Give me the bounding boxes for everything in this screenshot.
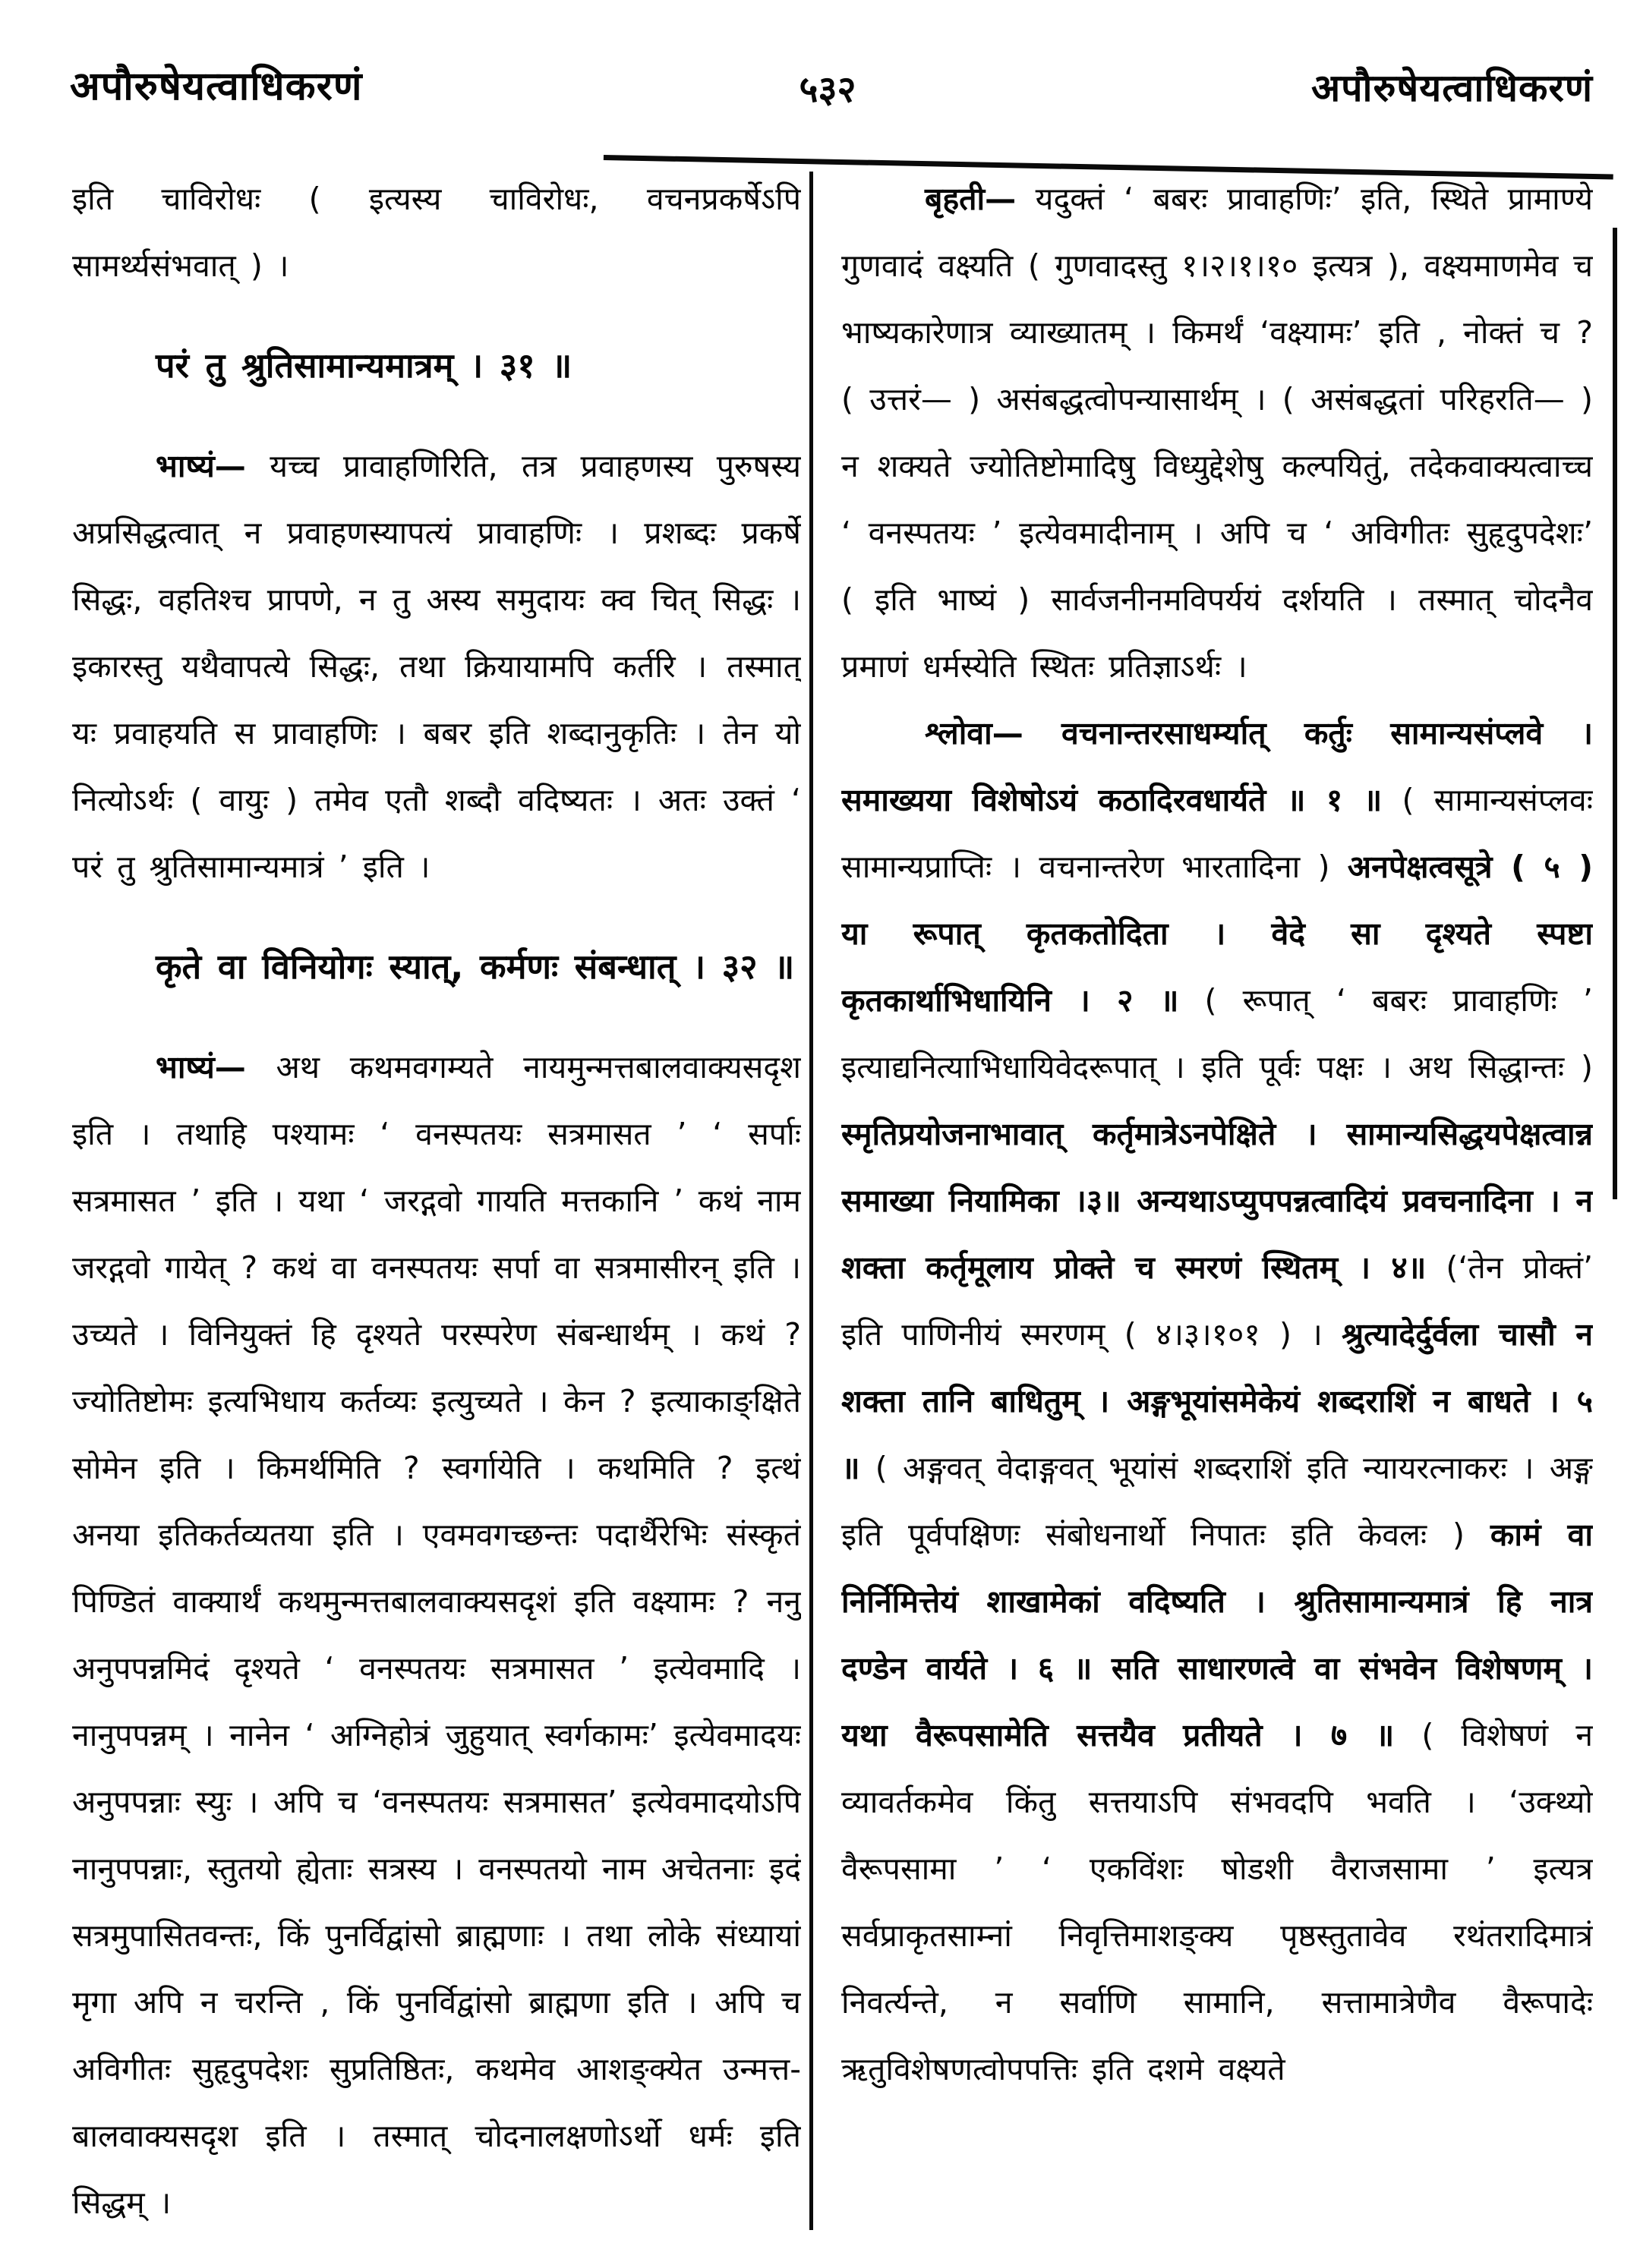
shloka-gloss-1: ( सामान्यसंप्लवः सामान्यप्राप्तिः । वचनान्तरेण भारतादिना ) [841,782,1593,885]
bhashya-31 [72,433,801,900]
right-column [841,165,1593,2230]
intro-paragraph: इति चाविरोधः ( इत्यस्य चाविरोधः, वचनप्रकर्षेऽपि सामर्थ्यसंभवात् ) । [72,181,801,284]
bhashya-label: भाष्यं— [156,448,246,484]
left-column [72,165,801,2230]
shloka-verse-2: अनपेक्षत्वसूत्रे ( ५ ) या रूपात् कृतकतोदिता । वेदे सा दृश्यते स्पष्टा कृतकार्थाभिधायिनि । २ ॥ [841,849,1593,1019]
bhashya-31-text: यच्च प्रावाहणिरिति, तत्र प्रवाहणस्य पुरुषस्य अप्रसिद्धत्वात् न प्रवाहणस्यापत्यं प्रावाहणिः । प्रशब्दः प्रकर्षे सिद्धः, वहतिश्च प्रापणे, न तु अस्य समुदायः क्व चित् सिद्धः । इकारस्तु यथैवापत्ये सिद्धः, तथा क्रियायामपि कर्तरि । तस्मात् यः प्रवाहयति स प्रावाहणिः । बबर इति शब्दानुकृतिः । तेन यो नित्योऽर्थः ( वायुः ) तमेव एतौ शब्दौ वदिष्यतः । अतः उक्तं ‘ परं तु श्रुतिसामान्यमात्रं ’ इति । [72,448,801,885]
shloka-verse-6-7: कामं वा निर्निमित्तेयं शाखामेकां वदिष्यति । श्रुतिसामान्यमात्रं हि नात्र दण्डेन वार्यते । ६ ॥ सति साधारणत्वे वा संभवेन विशेषणम् । यथा वैरूपसामेति सत्तयैव प्रतीयते । ७ ॥ [841,1517,1593,1753]
bhashya-32 [72,1034,801,2230]
brihati-label: बृहती— [925,181,1017,217]
running-header-left: अपौरुषेयत्वाधिकरणं [70,64,363,109]
shloka-verse-1: श्लोवा— वचनान्तरसाधर्म्यात् कर्तुः सामान्यसंप्लवे । समाख्यया विशेषोऽयं कठादिरवधार्यते ॥ १ ॥ [841,715,1593,818]
shlokavartika-commentary [841,700,1593,2103]
running-header-right: अपौरुषेयत्वाधिकरणं [1310,66,1593,110]
bhashya-label: भाष्यं— [156,1049,246,1085]
brihati-text: यदुक्तं ‘ बबरः प्रावाहणिः’ इति, स्थिते प्रामाण्ये गुणवादं वक्ष्यति ( गुणवादस्तु १।२।१।१० इत्यत्र ), वक्ष्यमाणमेव च भाष्यकारेणात्र व्याख्यातम् । किमर्थं ‘वक्ष्यामः’ इति , नोक्तं च ? ( उत्तरं— ) असंबद्धत्वोपन्यासार्थम् । ( असंबद्धतां परिहरति— ) न शक्यते ज्योतिष्टोमादिषु विध्युद्देशेषु कल्पयितुं, तदेकवाक्यत्वाच्च ‘ वनस्पतयः ’ इत्येवमादीनाम् । अपि च ‘ अविगीतः सुहृदुपदेशः’ ( इति भाष्यं ) सार्वजनीनमविपर्ययं दर्शयति । तस्मात् चोदनैव प्रमाणं धर्मस्येति स्थितः प्रतिज्ञाऽर्थः । [841,181,1593,685]
shloka-gloss-3: (‘तेन प्रोक्तं’ इति पाणिनीयं स्मरणम् ( ४।३।१०१ ) । [841,1249,1593,1353]
sutra-32: कृते वा विनियोगः स्यात्, कर्मणः संबन्धात् । ३२ ॥ [156,947,795,987]
shloka-gloss-4: ( अङ्गवत् वेदाङ्गवत् भूयांसं शब्दराशिं इति न्यायरत्नाकरः । अङ्ग इति पूर्वपक्षिणः संबोधनार्थो निपातः इति केवलः ) [841,1450,1593,1553]
scan-artifact-right-edge [1613,228,1617,1199]
bhashya-32-text: अथ कथमवगम्यते नायमुन्मत्तबालवाक्यसदृश इति । तथाहि पश्यामः ‘ वनस्पतयः सत्रमासत ’ ‘ सर्पाः सत्रमासत ’ इति । यथा ‘ जरद्गवो गायति मत्तकानि ’ कथं नाम जरद्गवो गायेत् ? कथं वा वनस्पतयः सर्पा वा सत्रमासीरन् इति । उच्यते । विनियुक्तं हि दृश्यते परस्परेण संबन्धार्थम् । कथं ? ज्योतिष्टोमः इत्यभिधाय कर्तव्यः इत्युच्यते । केन ? इत्याकाङ्क्षिते सोमेन इति । किमर्थमिति ? स्वर्गायेति । कथमिति ? इत्थं अनया इतिकर्तव्यतया इति । एवमवगच्छन्तः पदार्थैरेभिः संस्कृतं पिण्डितं वाक्यार्थं कथमुन्मत्तबालवाक्यसदृशं इति वक्ष्यामः ? ननु अनुपपन्नमिदं दृश्यते ‘ वनस्पतयः सत्रमासत ’ इत्येवमादि । नानुपपन्नम् । नानेन ‘ अग्निहोत्रं जुहुयात् स्वर्गकामः’ इत्येवमादयः अनुपपन्नाः स्युः । अपि च ‘वनस्पतयः सत्रमासत’ इत्येवमादयोऽपि नानुपपन्नाः, स्तुतयो ह्येताः सत्रस्य । वनस्पतयो नाम अचेतनाः इदं सत्रमुपासितवन्तः, किं पुनर्विद्वांसो ब्राह्मणाः । तथा लोके संध्यायां मृगा अपि न चरन्ति , किं पुनर्विद्वांसो ब्राह्मणा इति । अपि च अविगीतः सुहृदुपदेशः सुप्रतिष्ठितः, कथमेव आशङ्क्येत उन्मत्त-बालवाक्यसदृश इति । तस्मात् चोदनालक्षणोऽर्थो धर्मः इति सिद्धम् । [72,1049,801,2221]
shloka-gloss-5: ( विशेषणं न व्यावर्तकमेव किंतु सत्तयाऽपि संभवदपि भवति । ‘उक्थ्यो वैरूपसामा ’ ‘ एकविंशः षोडशी वैराजसामा ’ इत्यत्र सर्वप्राकृतसाम्नां निवृत्तिमाशङ्क्य पृष्ठस्तुतावेव रथंतरादिमात्रं निवर्त्यन्ते, न सर्वाणि सामानि, सत्तामात्रेणैव वैरूपादेः ऋतुविशेषणत्वोपपत्तिः इति दशमे वक्ष्यते [841,1717,1593,2087]
shloka-verse-3-4: स्मृतिप्रयोजनाभावात् कर्तृमात्रेऽनपेक्षिते । सामान्यसिद्धयपेक्षत्वान्न समाख्या नियामिका ।३॥ अन्यथाऽप्युपपन्नत्वादियं प्रवचनादिना । न शक्ता कर्तृमूलाय प्रोक्ते च स्मरणं स्थितम् । ४॥ [841,1116,1593,1286]
column-divider-line [809,172,813,2230]
brihati-commentary [841,165,1593,700]
shloka-verse-5: श्रुत्यादेर्दुर्वला चासौ न शक्ता तानि बाधितुम् । अङ्गभूयांसमेकेयं शब्दराशिं न बाधते । ५ ॥ [841,1316,1593,1486]
sutra-31: परं तु श्रुतिसामान्यमात्रम् । ३१ ॥ [156,345,572,386]
shloka-gloss-2: ( रूपात् ‘ बबरः प्रावाहणिः ’ इत्याद्यनित्याभिधायिवेदरूपात् । इति पूर्वः पक्षः । अथ सिद्धान्तः ) [841,982,1593,1085]
page-number: ५३२ [799,68,856,111]
